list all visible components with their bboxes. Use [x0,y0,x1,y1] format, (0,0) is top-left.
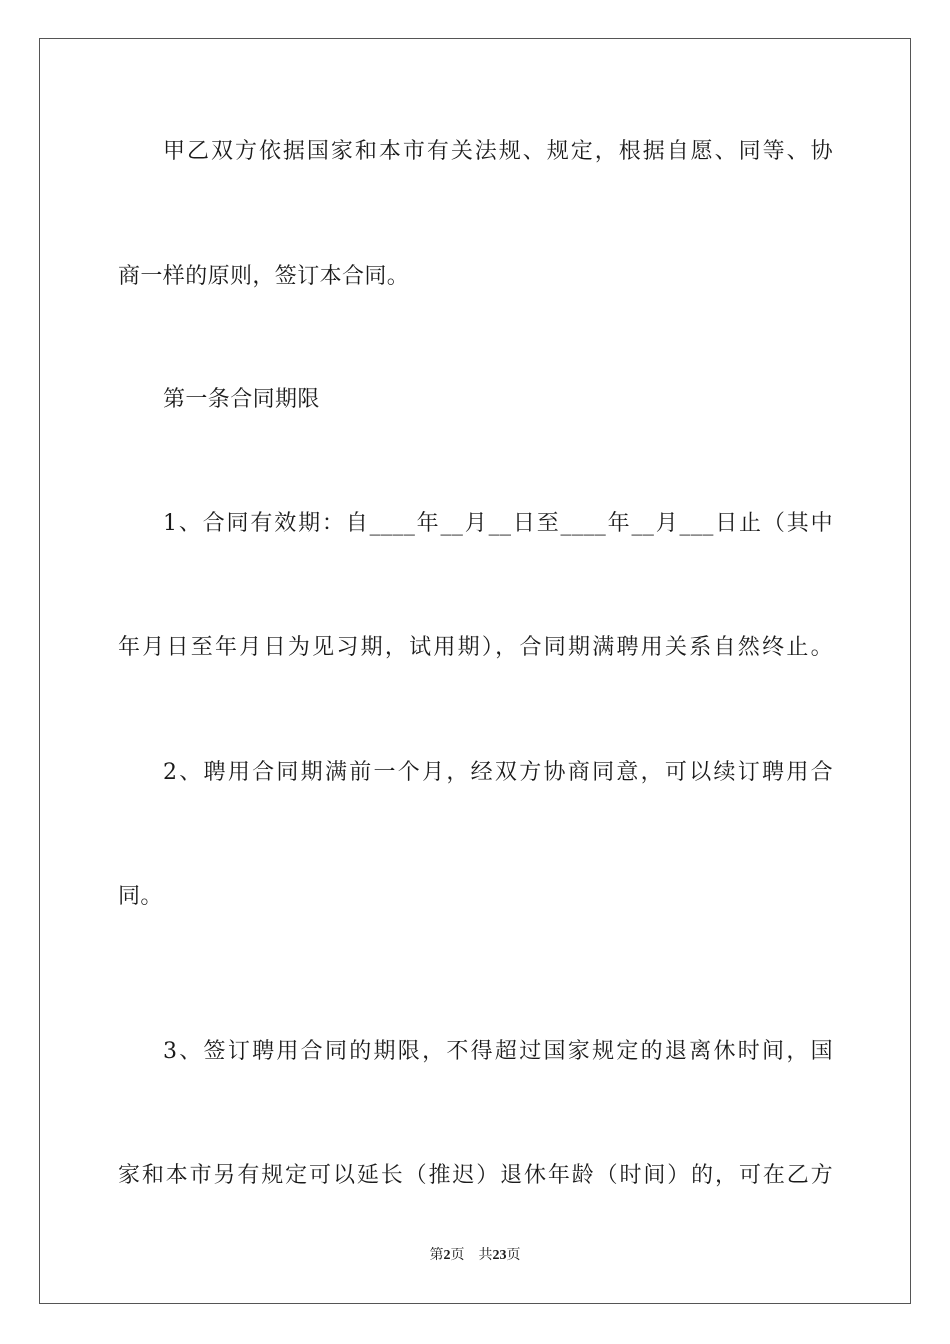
paragraph-line-8: 家和本市另有规定可以延长（推迟）退休年龄（时间）的，可在乙方 [118,1163,833,1188]
paragraph-line-2: 商一样的原则，签订本合同。 [118,264,410,289]
paragraph-line-1: 甲乙双方依据国家和本市有关法规、规定，根据自愿、同等、协 [163,139,833,164]
page-footer [0,1246,950,1266]
paragraph-line-6: 同。 [118,884,163,909]
paragraph-line-5: 2、聘用合同期满前一个月，经双方协商同意，可以续订聘用合 [163,760,833,785]
paragraph-line-7: 3、签订聘用合同的期限，不得超过国家规定的退离休时间，国 [163,1039,833,1064]
paragraph-line-4: 年月日至年月日为见习期，试用期），合同期满聘用关系自然终止。 [118,635,833,660]
section-heading: 第一条合同期限 [163,387,320,412]
page-prefix: 第 [429,1248,444,1263]
total-prefix: 共 [478,1248,493,1263]
page-suffix: 页 [450,1248,465,1263]
total-suffix: 页 [506,1248,521,1263]
total-pages: 23 [492,1248,507,1263]
page-frame [39,38,911,1304]
page-number: 2 [443,1248,451,1263]
paragraph-line-3: 1、合同有效期：自____年__月__日至____年__月___日止（其中 [163,511,833,536]
